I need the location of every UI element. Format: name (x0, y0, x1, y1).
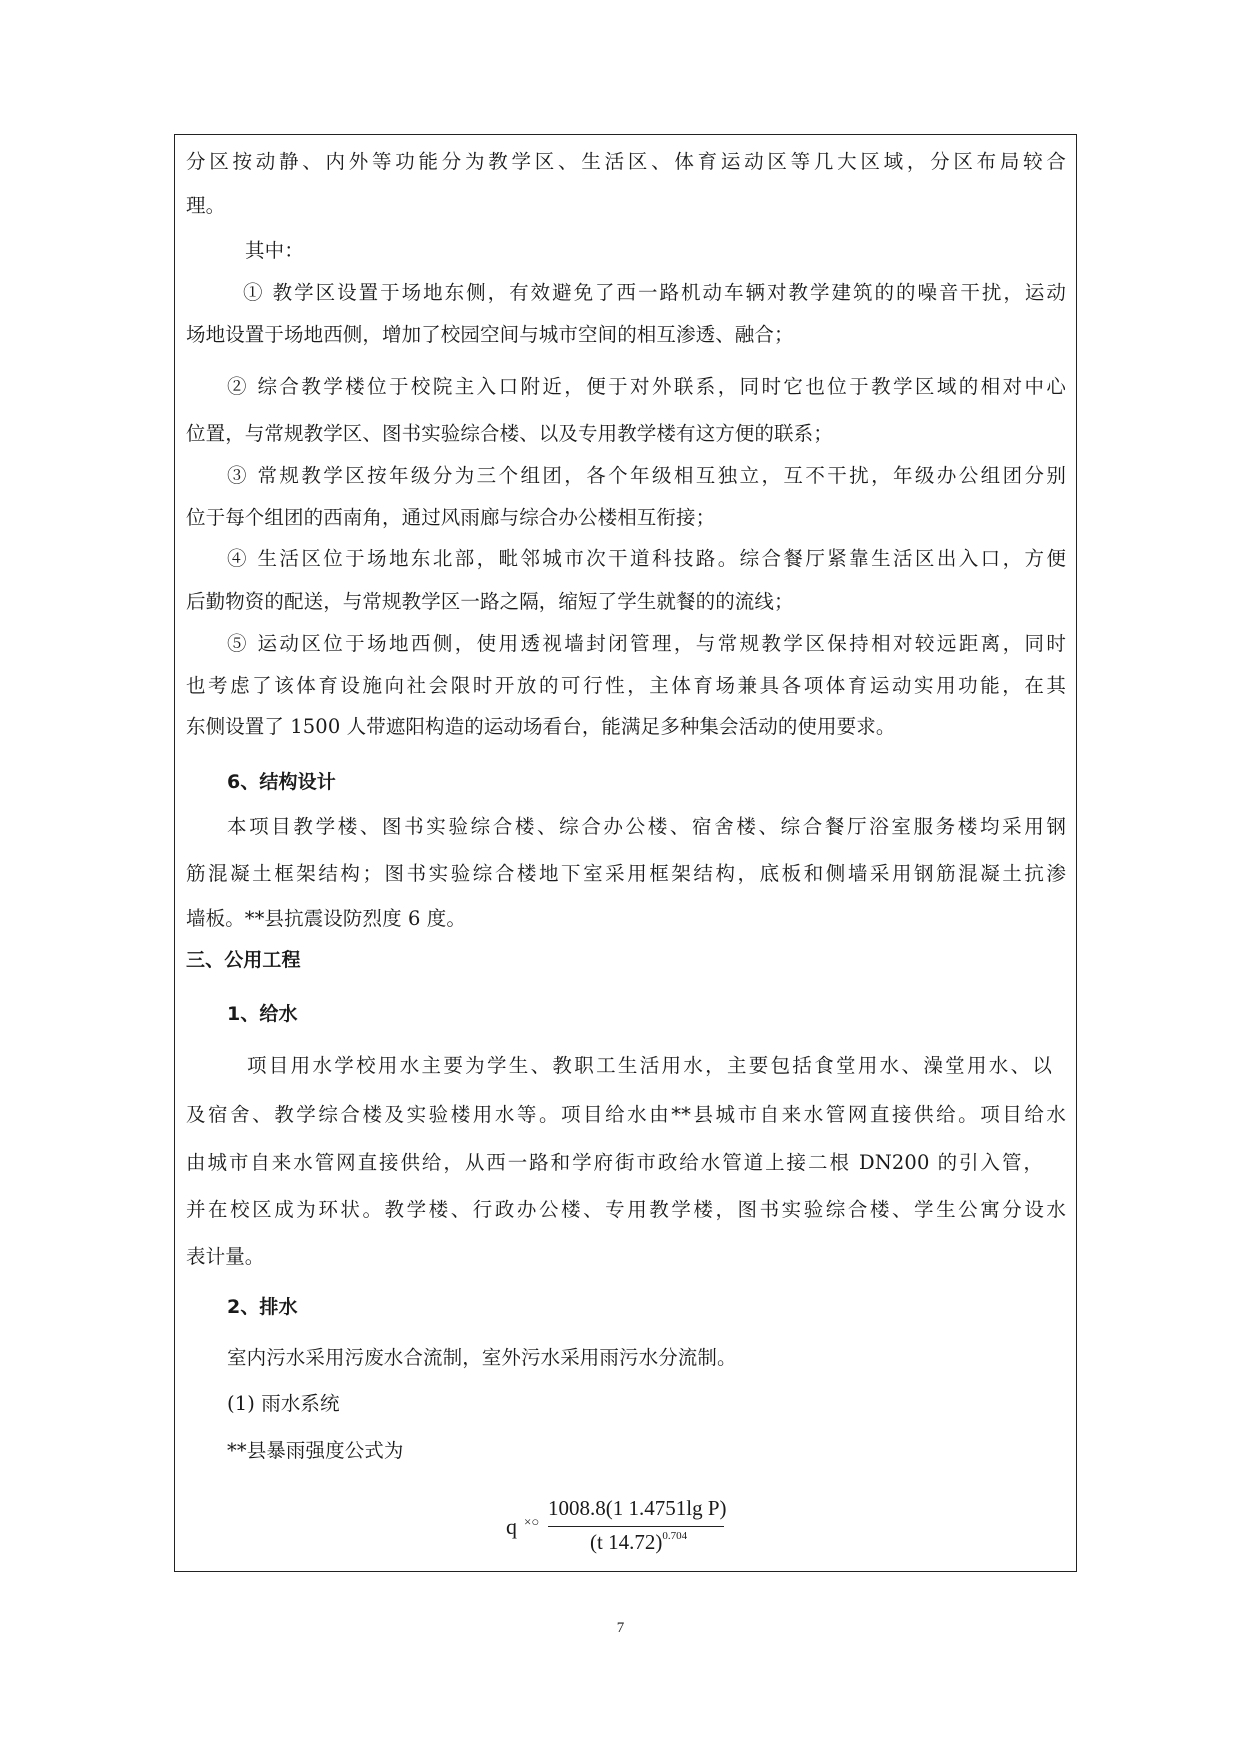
paragraph-line: 及宿舍、教学综合楼及实验楼用水等。项目给水由**县城市自来水管网直接供给。项目给水 (186, 1103, 1066, 1126)
paragraph-line: 分区按动静、内外等功能分为教学区、生活区、体育运动区等几大区域，分区布局较合 (186, 150, 1066, 173)
formula-exponent: 0.704 (662, 1530, 688, 1542)
paragraph-line: 本项目教学楼、图书实验综合楼、综合办公楼、宿舍楼、综合餐厅浴室服务楼均采用钢 (227, 815, 1066, 838)
formula-operator: ×○ (524, 1514, 540, 1529)
paragraph-line: 并在校区成为环状。教学楼、行政办公楼、专用教学楼，图书实验综合楼、学生公寓分设水 (186, 1198, 1066, 1221)
paragraph-line: 项目用水学校用水主要为学生、教职工生活用水，主要包括食堂用水、澡堂用水、以 (247, 1054, 1052, 1077)
paragraph-line: 室内污水采用污废水合流制，室外污水采用雨污水分流制。 (227, 1346, 737, 1369)
paragraph-line: 位于每个组团的西南角，通过风雨廊与综合办公楼相互衔接； (186, 506, 716, 529)
formula-denominator: (t 14.72) (590, 1530, 663, 1554)
paragraph-line: 位置，与常规教学区、图书实验综合楼、以及专用教学楼有这方便的联系； (186, 422, 833, 445)
page-number: 7 (616, 1620, 625, 1636)
paragraph-line: ⑤ 运动区位于场地西侧，使用透视墙封闭管理，与常规教学区保持相对较远距离，同时 (227, 632, 1066, 655)
fraction-bar (548, 1526, 724, 1527)
formula-denominator-wrap (590, 1530, 687, 1555)
paragraph-line: 表计量。 (186, 1245, 265, 1268)
paragraph-line: (1) 雨水系统 (227, 1392, 340, 1415)
paragraph-line: 其中： (245, 239, 304, 262)
section-heading: 6、结构设计 (227, 771, 336, 793)
formula-lhs: q (506, 1514, 517, 1539)
paragraph-line: 后勤物资的配送，与常规教学区一路之隔，缩短了学生就餐的的流线； (186, 590, 794, 613)
paragraph-line: 场地设置于场地西侧，增加了校园空间与城市空间的相互渗透、融合； (186, 323, 794, 346)
paragraph-line: 墙板。**县抗震设防烈度 6 度。 (186, 907, 467, 930)
paragraph-line: 理。 (186, 194, 226, 217)
rainfall-intensity-formula (506, 1496, 736, 1556)
paragraph-line: 由城市自来水管网直接供给，从西一路和学府街市政给水管道上接二根 DN200 的引入管， (186, 1151, 1043, 1174)
paragraph-line: ① 教学区设置于场地东侧，有效避免了西一路机动车辆对教学建筑的的噪音干扰，运动 (243, 281, 1066, 304)
paragraph-line: 东侧设置了 1500 人带遮阳构造的运动场看台，能满足多种集会活动的使用要求。 (186, 715, 896, 738)
formula-numerator: 1008.8(1 1.4751lg P) (548, 1496, 727, 1520)
section-heading: 1、给水 (227, 1003, 298, 1025)
paragraph-line: **县暴雨强度公式为 (227, 1439, 404, 1462)
section-heading: 2、排水 (227, 1296, 298, 1318)
section-heading: 三、公用工程 (186, 949, 301, 971)
paragraph-line: ② 综合教学楼位于校院主入口附近，便于对外联系，同时它也位于教学区域的相对中心 (227, 375, 1066, 398)
paragraph-line: ④ 生活区位于场地东北部，毗邻城市次干道科技路。综合餐厅紧靠生活区出入口，方便 (227, 547, 1066, 570)
paragraph-line: 也考虑了该体育设施向社会限时开放的可行性，主体育场兼具各项体育运动实用功能，在其 (186, 674, 1066, 697)
paragraph-line: ③ 常规教学区按年级分为三个组团，各个年级相互独立，互不干扰，年级办公组团分别 (227, 464, 1066, 487)
paragraph-line: 筋混凝土框架结构；图书实验综合楼地下室采用框架结构，底板和侧墙采用钢筋混凝土抗渗 (186, 862, 1066, 885)
